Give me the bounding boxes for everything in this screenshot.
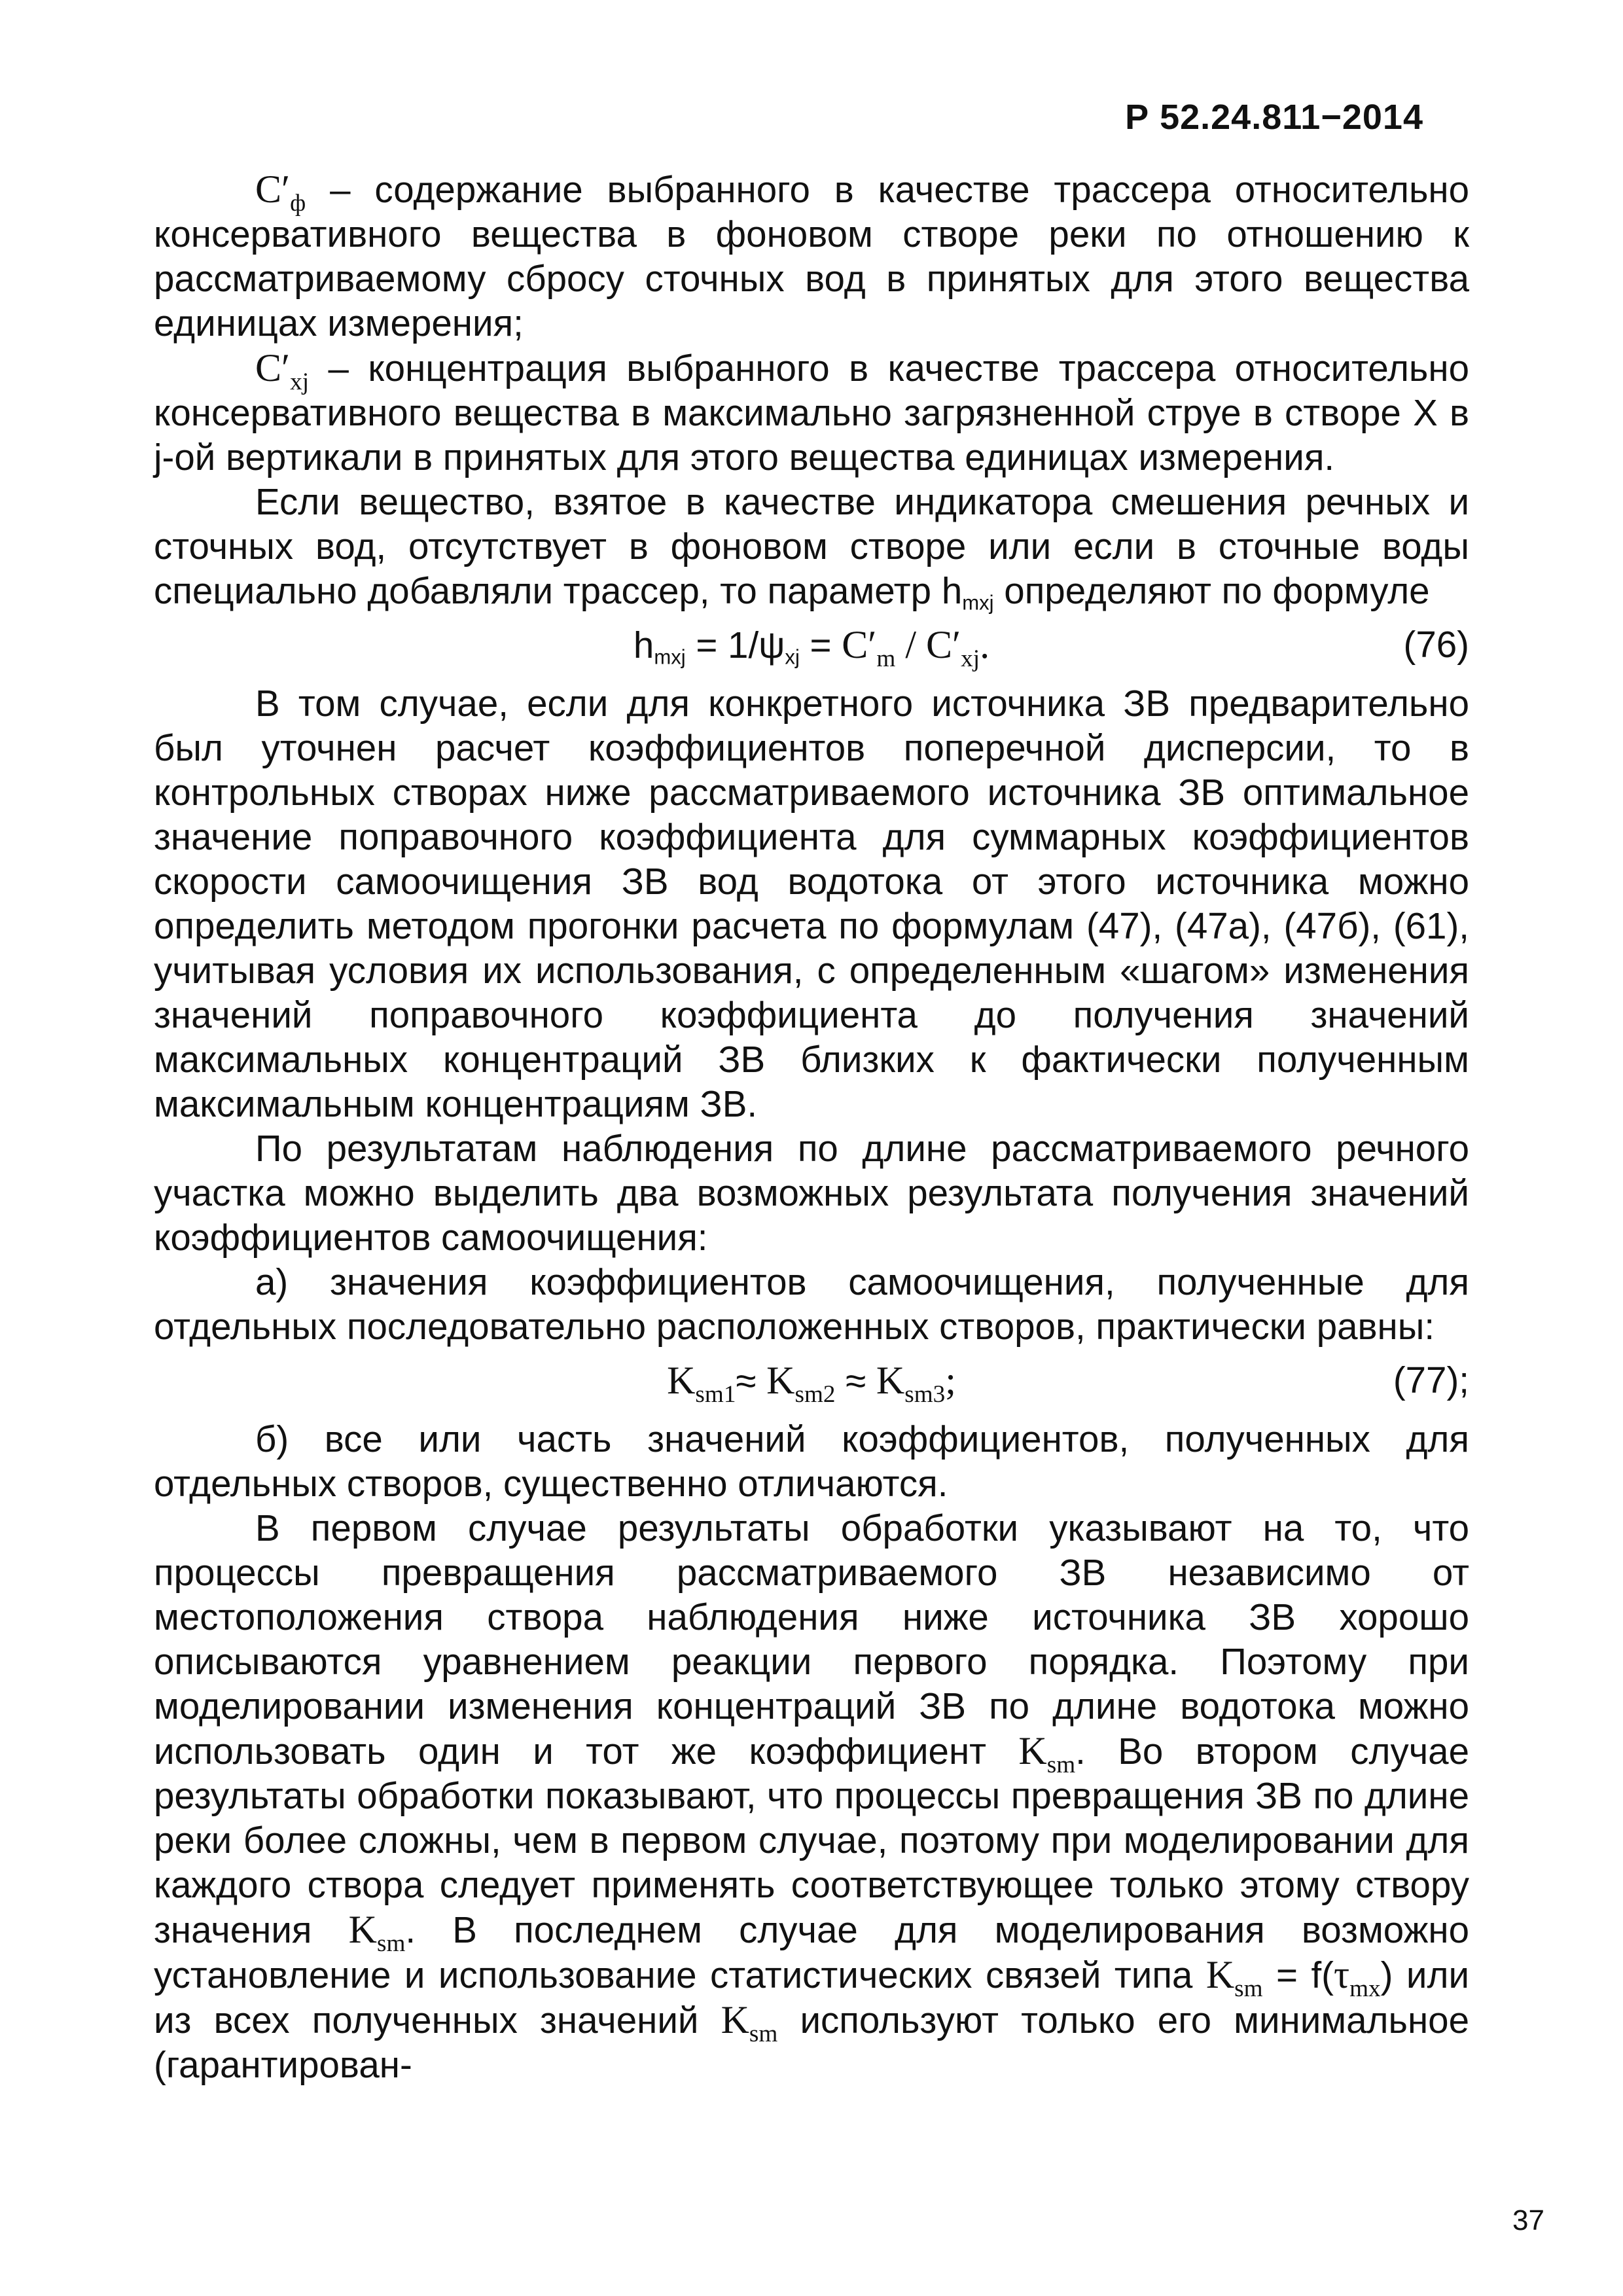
param-h-mxj: $h_{mxj}$ [941, 570, 994, 615]
list-item-b: б) все или часть значений коэффициентов, полученных для отдельных створов, существенно отличаются. [154, 1418, 1469, 1504]
tau-mx-symbol: $\tau_{mx}$ [1333, 1953, 1381, 2003]
k-sm-symbol: $K_{sm}$ [1018, 1729, 1076, 1779]
paragraph-dispersion: В том случае, если для конкретного источника ЗВ предварительно был уточнен расчет коэффициентов поперечной дисперсии, то в контрольных створах ниже рассматриваемого источника ЗВ оптимальное значение поправочного коэффициента для суммарных коэффициентов скорости самоочищения ЗВ вод водотока от этого источника можно определить методом прогонки расчета по формулам (47), (47а), (47б), (61), учитывая условия их использования, с определенным «шагом» изменения значений поправочного коэффициента до получения значений максимальных концентраций ЗВ близких к фактически полученным максимальным концентрациям ЗВ. [154, 683, 1469, 1124]
symbol-c-phi: $C'_ф$ [255, 168, 306, 217]
definition-c-phi [154, 167, 1469, 346]
paragraph-tracer: Если вещество, взятое в качестве индикатора смешения речных и сточных вод, отсутствует в фоновом створе или если в сточные воды специально добавляли трассер, то параметр $h_{mxj}$ определяют по формуле [154, 481, 1469, 615]
equation-76-expression: $h_{mxj} = 1/\psi_{xj} = C'_m / C'_{xj}$. [633, 623, 990, 673]
page-body [154, 167, 1469, 2087]
equation-76 [154, 616, 1469, 679]
k-sm-symbol: $K_{sm}$ [721, 1998, 778, 2048]
equation-77 [154, 1352, 1469, 1414]
k-sm-symbol: $K_{sm}$ [348, 1908, 406, 1958]
list-item-a: а) значения коэффициентов самоочищения, полученные для отдельных последовательно расположенных створов, практически равны: [154, 1261, 1469, 1347]
k-sm-symbol: $K_{sm}$ [1205, 1953, 1263, 2003]
equation-77-expression: $K_{sm1}\approx K_{sm2} \approx K_{sm3}$; [667, 1359, 956, 1408]
definition-dash: – [328, 348, 349, 389]
equation-76-number: (76) [1403, 624, 1469, 665]
equation-77-number: (77); [1393, 1359, 1469, 1401]
definition-c-xj [154, 346, 1469, 480]
paragraph-conclusion: В первом случае результаты обработки указывают на то, что процессы превращения рассматриваемого ЗВ независимо от местоположения створа наблюдения ниже источника ЗВ хорошо описываются уравнением реакции первого порядка. Поэтому при моделировании изменения концентраций ЗВ по длине водотока можно использовать один и тот же коэффициент $K_{sm}$. Во втором случае результаты обработки показывают, что процессы превращения ЗВ по длине реки более сложны, чем в первом случае, поэтому при моделировании для каждого створа следует применять соответствующее только этому створу значения $K_{sm}$. В последнем случае для моделирования возможно установление и использование статистических связей типа $K_{sm} = f(\tau_{mx})$ или из всех полученных значений $K_{sm}$ используют только его минимальное (гарантирован- [154, 1507, 1470, 2085]
symbol-c-xj: $C'_{xj}$ [255, 346, 310, 396]
document-number: Р 52.24.811−2014 [1125, 98, 1423, 137]
definition-dash: – [330, 169, 351, 210]
page-number: 37 [1512, 2204, 1544, 2236]
definition-text: концентрация выбранного в качестве трассера относительно консервативного вещества в максимально загрязненной струе в створе X в j-ой вертикали в принятых для этого вещества единицах измерения. [154, 348, 1469, 478]
paragraph-results: По результатам наблюдения по длине рассматриваемого речного участка можно выделить два возможных результата получения значений коэффициентов самоочищения: [154, 1128, 1469, 1258]
definition-text: содержание выбранного в качестве трассера относительно консервативного вещества в фоновом створе реки по отношению к рассматриваемому сбросу сточных вод в принятых для этого вещества единицах измерения; [154, 169, 1470, 344]
